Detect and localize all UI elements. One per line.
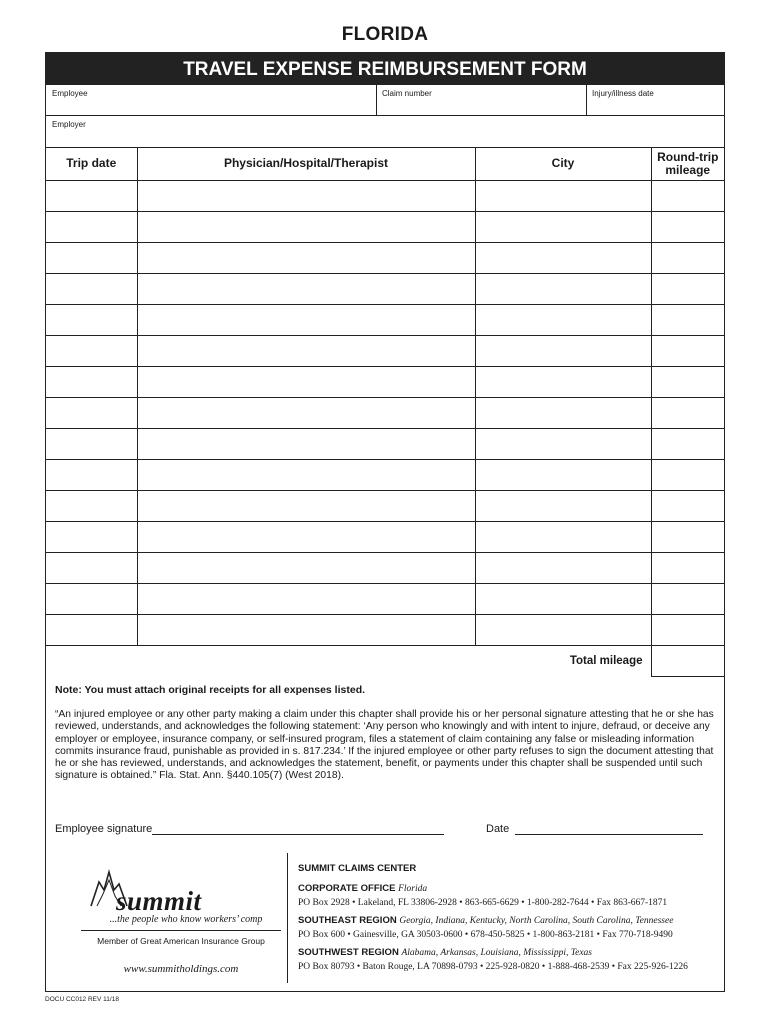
mileage-cell[interactable] [651, 552, 724, 583]
trip-date-cell[interactable] [46, 614, 137, 645]
mileage-cell[interactable] [651, 614, 724, 645]
employer-label: Employer [52, 120, 86, 129]
city-cell[interactable] [475, 335, 651, 366]
summit-logo [71, 868, 291, 988]
logo-wordmark: summit [116, 886, 202, 916]
employee-info-row [46, 85, 724, 116]
city-cell[interactable] [475, 614, 651, 645]
city-cell[interactable] [475, 273, 651, 304]
mileage-cell[interactable] [651, 583, 724, 614]
trip-date-cell[interactable] [46, 273, 137, 304]
date-line[interactable] [515, 824, 703, 835]
employee-field[interactable] [46, 85, 376, 115]
trip-date-cell[interactable] [46, 459, 137, 490]
total-row [46, 645, 724, 676]
trip-row [46, 211, 724, 242]
header-trip-date: Trip date [46, 148, 137, 180]
trip-date-cell[interactable] [46, 428, 137, 459]
total-mileage-field[interactable] [651, 645, 724, 676]
trip-row [46, 428, 724, 459]
injury-date-label: Injury/illness date [592, 89, 654, 98]
claim-number-field[interactable] [376, 85, 586, 115]
region-corporate [298, 882, 723, 910]
mileage-cell[interactable] [651, 180, 724, 211]
provider-cell[interactable] [137, 273, 475, 304]
mileage-cell[interactable] [651, 304, 724, 335]
city-cell[interactable] [475, 180, 651, 211]
state-heading: FLORIDA [341, 24, 429, 45]
region-states: Florida [398, 884, 428, 894]
form-code: DOCU CC012 REV 11/18 [45, 996, 119, 1003]
provider-cell[interactable] [137, 428, 475, 459]
region-states: Georgia, Indiana, Kentucky, North Carolina, South Carolina, Tennessee [399, 916, 674, 926]
provider-cell[interactable] [137, 490, 475, 521]
total-mileage-label: Total mileage [46, 645, 651, 676]
mileage-cell[interactable] [651, 242, 724, 273]
mileage-cell[interactable] [651, 428, 724, 459]
mileage-cell[interactable] [651, 397, 724, 428]
trip-date-cell[interactable] [46, 521, 137, 552]
trip-row [46, 335, 724, 366]
mileage-cell[interactable] [651, 273, 724, 304]
region-name: SOUTHWEST REGION [298, 947, 399, 958]
trip-row [46, 273, 724, 304]
employee-label: Employee [52, 89, 88, 98]
provider-cell[interactable] [137, 521, 475, 552]
city-cell[interactable] [475, 428, 651, 459]
provider-cell[interactable] [137, 397, 475, 428]
mileage-cell[interactable] [651, 335, 724, 366]
trip-row [46, 180, 724, 211]
city-cell[interactable] [475, 304, 651, 335]
city-cell[interactable] [475, 552, 651, 583]
provider-cell[interactable] [137, 459, 475, 490]
header-mileage: Round-trip mileage [651, 148, 724, 180]
footer-divider [287, 853, 288, 983]
trip-date-cell[interactable] [46, 397, 137, 428]
header-provider: Physician/Hospital/Therapist [137, 148, 475, 180]
city-cell[interactable] [475, 459, 651, 490]
region-address: PO Box 600 • Gainesville, GA 30503-0600 • 678-450-5825 • 1-800-863-2181 • Fax 770-718-9490 [298, 930, 673, 940]
claims-center-title: SUMMIT CLAIMS CENTER [298, 863, 417, 874]
trip-date-cell[interactable] [46, 304, 137, 335]
mileage-cell[interactable] [651, 366, 724, 397]
trip-row [46, 459, 724, 490]
provider-cell[interactable] [137, 552, 475, 583]
mileage-cell[interactable] [651, 211, 724, 242]
expense-form [45, 52, 725, 992]
date-label: Date [486, 823, 510, 835]
claim-number-label: Claim number [382, 89, 432, 98]
trip-row [46, 614, 724, 645]
claims-center [298, 863, 723, 978]
region-name: CORPORATE OFFICE [298, 883, 396, 894]
employee-signature-label: Employee signature [55, 823, 153, 835]
city-cell[interactable] [475, 583, 651, 614]
region-southwest [298, 946, 723, 974]
trip-row [46, 552, 724, 583]
city-cell[interactable] [475, 242, 651, 273]
provider-cell[interactable] [137, 180, 475, 211]
trip-row [46, 397, 724, 428]
employer-field[interactable] [46, 116, 724, 147]
trip-date-cell[interactable] [46, 335, 137, 366]
trip-date-cell[interactable] [46, 552, 137, 583]
city-cell[interactable] [475, 521, 651, 552]
city-cell[interactable] [475, 211, 651, 242]
trip-date-cell[interactable] [46, 583, 137, 614]
city-cell[interactable] [475, 397, 651, 428]
trip-date-cell[interactable] [46, 211, 137, 242]
trip-row [46, 304, 724, 335]
trip-date-cell[interactable] [46, 242, 137, 273]
region-address: PO Box 2928 • Lakeland, FL 33806-2928 • 863-665-6629 • 1-800-282-7644 • Fax 863-667-1871 [298, 898, 668, 908]
header-city: City [475, 148, 651, 180]
trip-row [46, 366, 724, 397]
logo-tagline: ...the people who know workers’ comp [109, 914, 263, 925]
employer-info-row [46, 116, 724, 148]
mileage-cell[interactable] [651, 521, 724, 552]
region-name: SOUTHEAST REGION [298, 915, 397, 926]
employee-signature-row [55, 823, 444, 835]
injury-date-field[interactable] [586, 85, 726, 115]
trip-row [46, 242, 724, 273]
provider-cell[interactable] [137, 304, 475, 335]
trip-date-cell[interactable] [46, 490, 137, 521]
trip-date-cell[interactable] [46, 366, 137, 397]
region-states: Alabama, Arkansas, Louisiana, Mississippi, Texas [401, 948, 593, 958]
provider-cell[interactable] [137, 366, 475, 397]
trip-row [46, 521, 724, 552]
provider-cell[interactable] [137, 583, 475, 614]
trip-table [46, 148, 724, 677]
fraud-statement: “An injured employee or any other party making a claim under this chapter shall provide his or her personal signature attesting that he or she has reviewed, understands, and acknowledges the following statement: ‘Any person who knowingly and with intent to injure, defraud, or deceive any employer or employee, insurance company, or self-insured program, files a statement of claim containing any false or misleading information commits insurance fraud, punishable as provided in s. 817.234.’ If the injured employee or other party refuses to sign the document attesting that he or she has reviewed, understands, and acknowledges the statement, benefit, or payments under this chapter shall be suspended until such signature is obtained.” Fla. Stat. Ann. §440.105(7) (West 2018). [55, 709, 714, 782]
trip-date-cell[interactable] [46, 180, 137, 211]
trip-row [46, 490, 724, 521]
logo-member-line: Member of Great American Insurance Group [97, 936, 265, 946]
city-cell[interactable] [475, 366, 651, 397]
logo-url[interactable]: www.summitholdings.com [123, 963, 239, 975]
mileage-cell[interactable] [651, 459, 724, 490]
receipt-note: Note: You must attach original receipts for all expenses listed. [55, 684, 366, 696]
region-address: PO Box 80793 • Baton Rouge, LA 70898-0793 • 225-928-0820 • 1-888-468-2539 • Fax 225-926-1226 [298, 962, 688, 972]
provider-cell[interactable] [137, 335, 475, 366]
city-cell[interactable] [475, 490, 651, 521]
provider-cell[interactable] [137, 242, 475, 273]
employee-signature-line[interactable] [152, 824, 444, 835]
provider-cell[interactable] [137, 211, 475, 242]
form-title: TRAVEL EXPENSE REIMBURSEMENT FORM [46, 53, 724, 85]
mileage-cell[interactable] [651, 490, 724, 521]
region-southeast [298, 914, 723, 942]
provider-cell[interactable] [137, 614, 475, 645]
date-row [486, 823, 703, 835]
trip-row [46, 583, 724, 614]
trip-table-header [46, 148, 724, 180]
